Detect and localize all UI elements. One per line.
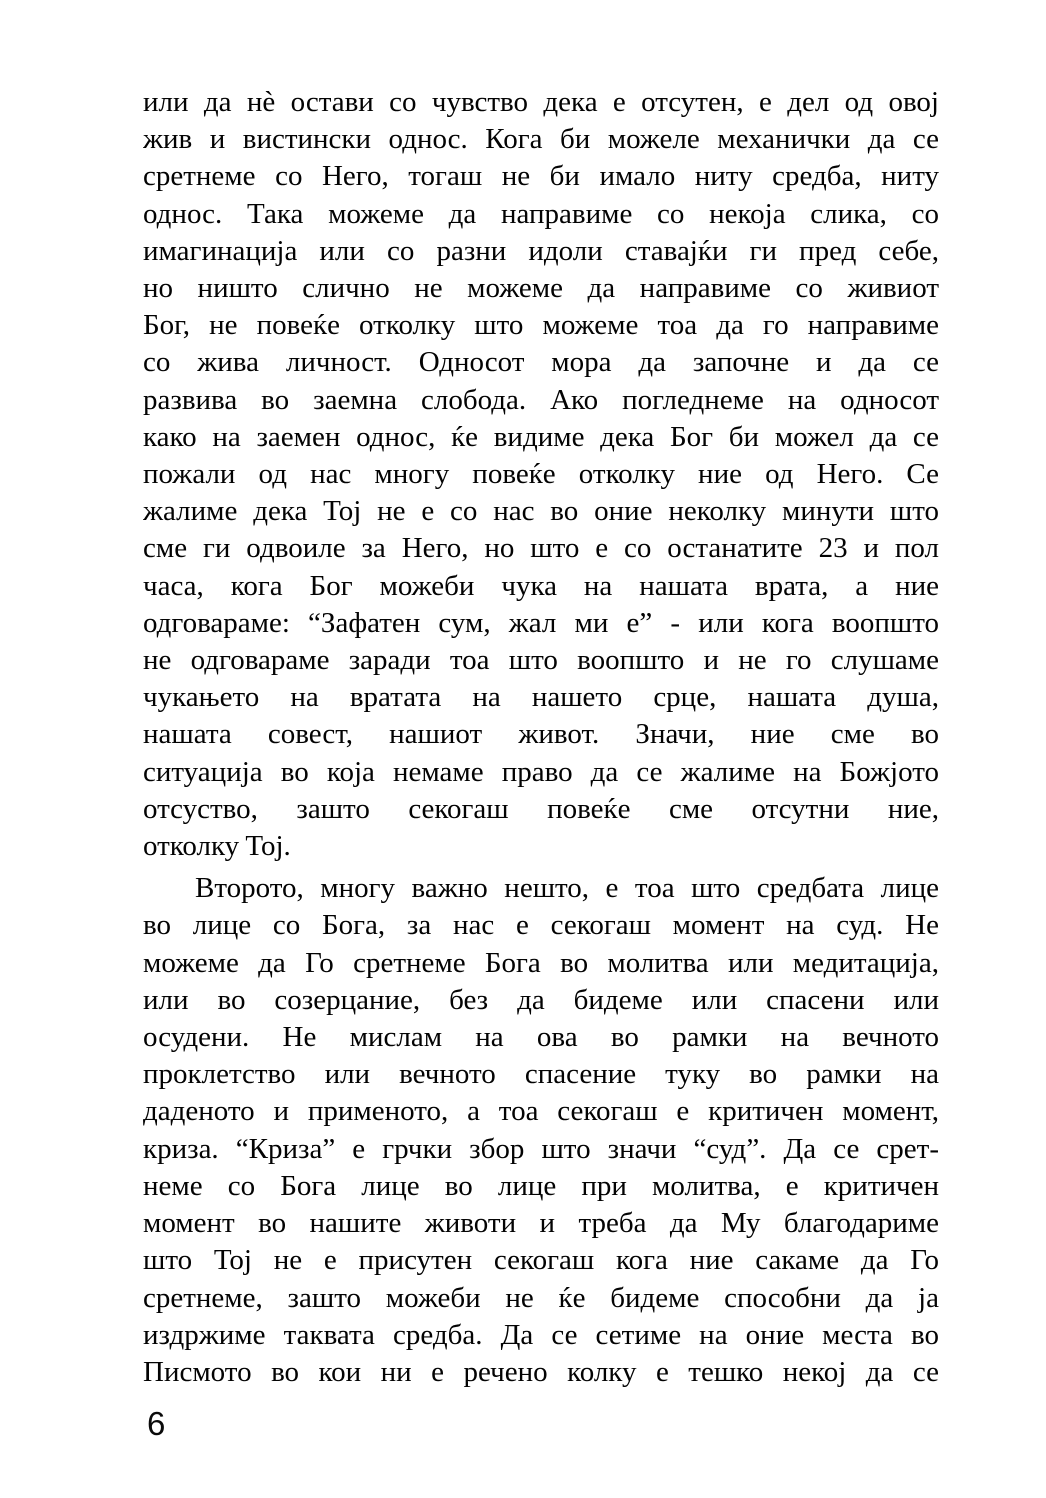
body-text-block bbox=[143, 84, 939, 1396]
text-line: пожали од нас многу повеќе отколку ние од Него. Се bbox=[143, 458, 939, 491]
text-line: не одговараме заради тоа што воопшто и не го слушаме bbox=[143, 644, 939, 677]
text-line: криза. “Криза” е грчки збор што значи “суд”. Да се срет- bbox=[143, 1132, 939, 1165]
text-line: како на заемен однос, ќе видиме дека Бог би можел да се bbox=[143, 420, 939, 453]
text-line: Бог, не повеќе отколку што можеме тоа да го направиме bbox=[143, 309, 939, 342]
text-line: неме со Бога лице во лице при молитва, е критичен bbox=[143, 1169, 939, 1202]
text-line: сретнеме, зашто можеби не ќе бидеме способни да ја bbox=[143, 1281, 939, 1314]
text-line: даденото и применото, а тоа секогаш е критичен момент, bbox=[143, 1095, 939, 1128]
page-number: 6 bbox=[147, 1405, 166, 1442]
text-line: со жива личност. Односот мора да започне и да се bbox=[143, 346, 939, 379]
text-line: чукањето на вратата на нашето срце, нашата душа, bbox=[143, 681, 939, 714]
text-line: жалиме дека Тој не е со нас во оние неколку минути што bbox=[143, 495, 939, 528]
text-line: проклетство или вечното спасение туку во рамки на bbox=[143, 1058, 939, 1091]
text-line: одговараме: “Зафатен сум, жал ми е” - или кога воопшто bbox=[143, 606, 939, 639]
text-line: однос. Така можеме да направиме со некоја слика, со bbox=[143, 197, 939, 230]
paragraph bbox=[143, 870, 939, 1391]
text-line: Второто, многу важно нешто, е тоа што средбата лице bbox=[195, 872, 939, 905]
text-line: момент во нашите животи и треба да Му благодариме bbox=[143, 1207, 939, 1240]
text-line: часа, кога Бог можеби чука на нашата врата, а ние bbox=[143, 569, 939, 602]
text-line: што Тој не е присутен секогаш кога ние сакаме да Го bbox=[143, 1244, 939, 1277]
text-line: во лице со Бога, за нас е секогаш момент на суд. Не bbox=[143, 909, 939, 942]
text-line: сме ги одвоиле за Него, но што е со останатите 23 и пол bbox=[143, 532, 939, 565]
text-line: отколку Тој. bbox=[143, 830, 291, 863]
text-line: Писмото во кои ни е речено колку е тешко некој да се bbox=[143, 1355, 939, 1388]
text-line: или во созерцание, без да бидеме или спасени или bbox=[143, 983, 939, 1016]
text-line: или да нѐ остави со чувство дека е отсутен, е дел од овој bbox=[143, 86, 939, 118]
text-line: но ништо слично не можеме да направиме со живиот bbox=[143, 272, 939, 305]
text-line: нашата совест, нашиот живот. Значи, ние сме во bbox=[143, 718, 939, 751]
text-line: осудени. Не мислам на ова во рамки на вечното bbox=[143, 1021, 939, 1054]
text-line: жив и вистински однос. Кога би можеле механички да се bbox=[143, 123, 939, 156]
text-line: имагинација или со разни идоли ставајќи ги пред себе, bbox=[143, 234, 939, 267]
text-line: сретнеме со Него, тогаш не би имало ниту средба, ниту bbox=[143, 160, 939, 193]
paragraph bbox=[143, 84, 939, 865]
text-line: издржиме таквата средба. Да се сетиме на оние места во bbox=[143, 1318, 939, 1351]
text-line: развива во заемна слобода. Ако погледнеме на односот bbox=[143, 383, 939, 416]
text-line: можеме да Го сретнеме Бога во молитва или медитација, bbox=[143, 946, 939, 979]
text-line: отсуство, зашто секогаш повеќе сме отсутни ние, bbox=[143, 792, 939, 825]
text-line: ситуација во која немаме право да се жалиме на Божјото bbox=[143, 755, 939, 788]
